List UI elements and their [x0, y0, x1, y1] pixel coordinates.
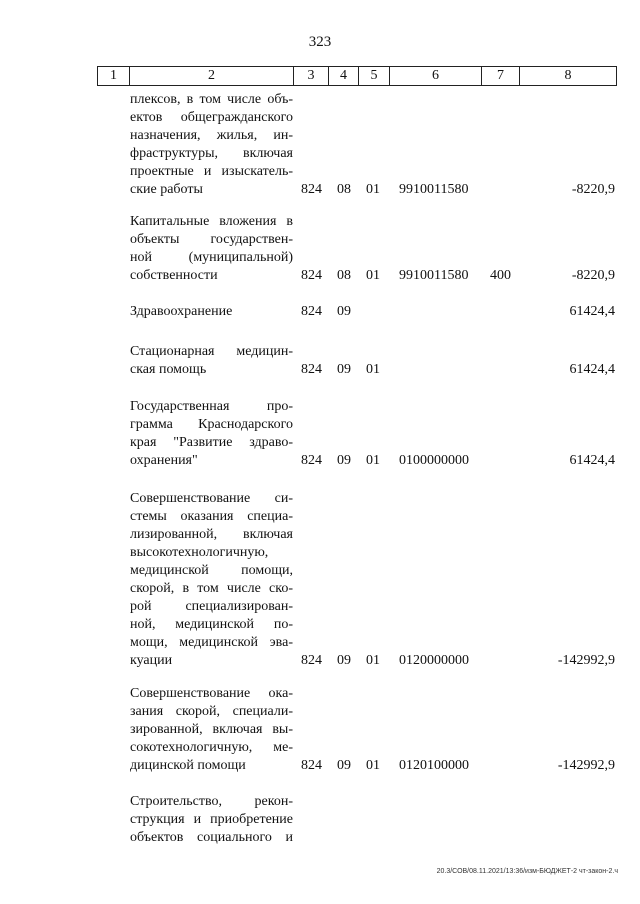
amount: -142992,9	[557, 653, 615, 668]
description-line: скорой, в том числе ско-	[130, 581, 293, 596]
ministry-code: 824	[301, 182, 322, 197]
description-line: грамма Краснодарского	[130, 417, 293, 432]
header-col-2: 2	[130, 67, 294, 85]
section-code: 09	[337, 453, 351, 468]
description-line: Совершенствование си-	[130, 491, 293, 506]
description-line: зания скорой, специали-	[130, 704, 293, 719]
description-line: фраструктуры, включая	[130, 146, 293, 161]
ministry-code: 824	[301, 304, 322, 319]
subsection-code: 01	[366, 362, 380, 377]
description-line: назначения, жилья, ин-	[130, 128, 293, 143]
header-col-4: 4	[329, 67, 359, 85]
amount: -8220,9	[571, 268, 615, 283]
target-article-code: 0120100000	[399, 758, 469, 773]
ministry-code: 824	[301, 453, 322, 468]
description-line: объекты государствен-	[130, 232, 293, 247]
description-line: медицинской помощи,	[130, 563, 293, 578]
description-line: охранения"	[130, 453, 198, 468]
row-description	[130, 303, 293, 321]
subsection-code: 01	[366, 268, 380, 283]
description-line: Совершенствование ока-	[130, 686, 293, 701]
description-line: ной (муниципальной)	[130, 250, 293, 265]
page-number: 323	[308, 34, 332, 50]
expense-type-code: 400	[490, 268, 511, 283]
description-line: проектные и изыскатель-	[130, 164, 293, 179]
ministry-code: 824	[301, 758, 322, 773]
target-article-code: 0120000000	[399, 653, 469, 668]
target-article-code: 9910011580	[399, 268, 469, 283]
ministry-code: 824	[301, 268, 322, 283]
subsection-code: 01	[366, 453, 380, 468]
description-line: плексов, в том числе объ-	[130, 92, 293, 107]
footer-stamp: 20.3/СОВ/08.11.2021/13:36/изм-БЮДЖЕТ-2 чт-закон-2.ч	[436, 868, 618, 875]
description-line: рой специализирован-	[130, 599, 293, 614]
section-code: 08	[337, 268, 351, 283]
description-line: мощи, медицинской эва-	[130, 635, 293, 650]
row-description	[130, 343, 293, 379]
row-description	[130, 793, 293, 847]
description-line: Стационарная медицин-	[130, 344, 293, 359]
description-line: стемы оказания специа-	[130, 509, 293, 524]
description-line: края "Развитие здраво-	[130, 435, 293, 450]
amount: 61424,4	[569, 362, 615, 377]
description-line: объектов социального и	[130, 830, 293, 845]
description-line: куации	[130, 653, 173, 668]
subsection-code: 01	[366, 653, 380, 668]
description-line: лизированной, включая	[130, 527, 293, 542]
target-article-code: 9910011580	[399, 182, 469, 197]
description-line: Капитальные вложения в	[130, 214, 293, 229]
subsection-code: 01	[366, 758, 380, 773]
ministry-code: 824	[301, 362, 322, 377]
header-col-1: 1	[98, 67, 130, 85]
section-code: 09	[337, 653, 351, 668]
section-code: 09	[337, 362, 351, 377]
row-description	[130, 91, 293, 199]
header-col-3: 3	[294, 67, 329, 85]
header-col-8: 8	[564, 68, 572, 83]
description-line: ектов общегражданского	[130, 110, 293, 125]
amount: 61424,4	[569, 453, 615, 468]
header-col-6: 6	[390, 67, 482, 85]
description-line: ская помощь	[130, 362, 207, 377]
subsection-code: 01	[366, 182, 380, 197]
description-line: ной, медицинской по-	[130, 617, 293, 632]
header-col-5: 5	[359, 67, 390, 85]
description-line: ские работы	[130, 182, 203, 197]
row-description	[130, 398, 293, 470]
description-line: высокотехнологичную,	[130, 545, 269, 560]
description-line: дицинской помощи	[130, 758, 246, 773]
description-line: собственности	[130, 268, 218, 283]
section-code: 08	[337, 182, 351, 197]
description-line: Здравоохранение	[130, 304, 233, 319]
description-line: сокотехнологичную, ме-	[130, 740, 293, 755]
header-col-7: 7	[482, 67, 520, 85]
section-code: 09	[337, 304, 351, 319]
table-header	[97, 66, 617, 86]
row-description	[130, 213, 293, 285]
section-code: 09	[337, 758, 351, 773]
target-article-code: 0100000000	[399, 453, 469, 468]
description-line: Строительство, рекон-	[130, 794, 293, 809]
description-line: струкция и приобретение	[130, 812, 293, 827]
description-line: зированной, включая вы-	[130, 722, 293, 737]
ministry-code: 824	[301, 653, 322, 668]
amount: -142992,9	[557, 758, 615, 773]
row-description	[130, 685, 293, 775]
description-line: Государственная про-	[130, 399, 293, 414]
amount: 61424,4	[569, 304, 615, 319]
row-description	[130, 490, 293, 670]
amount: -8220,9	[571, 182, 615, 197]
